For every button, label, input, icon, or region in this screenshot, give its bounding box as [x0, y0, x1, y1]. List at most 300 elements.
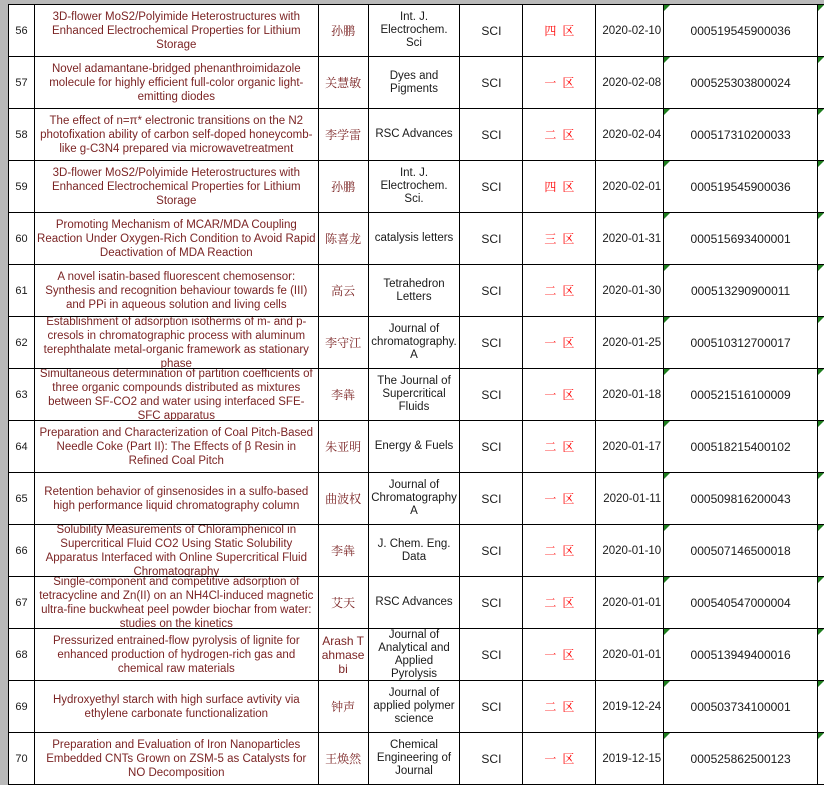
record-id-text: 000513949400016	[690, 647, 791, 662]
cell-author[interactable]	[319, 265, 369, 317]
record-id-text: 000540547000004	[690, 595, 791, 610]
cell-quartile[interactable]	[523, 629, 596, 681]
title-text: Preparation and Evaluation of Iron Nanoparticles Embedded CNTs Grown on ZSM-5 as Catalysts for NO Decomposition	[46, 738, 307, 779]
journal-text: Journal of applied polymer science	[373, 687, 455, 725]
cell-record-id[interactable]	[664, 5, 818, 57]
green-triangle-icon	[664, 161, 670, 167]
cell-journal[interactable]	[369, 57, 461, 109]
journal-text: catalysis letters	[374, 232, 454, 244]
cell-date[interactable]	[596, 525, 664, 577]
author-text: 曲波权	[325, 491, 362, 506]
date-text: 2020-01-25	[602, 336, 662, 349]
green-triangle-icon	[664, 681, 670, 687]
row-number-text: 56	[15, 24, 28, 37]
cell-next-column-clipped[interactable]	[818, 317, 824, 369]
title-text: 3D-flower MoS2/Polyimide Heterostructures with Enhanced Electrochemical Properties for Lithium Storage	[51, 166, 301, 207]
cell-database[interactable]	[460, 733, 523, 785]
cell-author[interactable]	[319, 629, 369, 681]
cell-record-id[interactable]	[664, 629, 818, 681]
title-text: Preparation and Characterization of Coal Pitch-Based Needle Coke (Part II): The Effects of β Resin in Refined Coal Pitch	[39, 426, 314, 467]
cell-title[interactable]	[35, 525, 319, 577]
cell-quartile[interactable]	[523, 369, 596, 421]
record-id-text: 000519545900036	[690, 23, 791, 38]
green-triangle-icon	[664, 473, 670, 479]
cell-date[interactable]	[596, 473, 664, 525]
cell-next-column-clipped[interactable]	[818, 5, 824, 57]
date-text: 2020-02-04	[602, 128, 662, 141]
database-text: SCI	[481, 23, 502, 38]
cell-row-number[interactable]	[9, 733, 35, 785]
cell-database[interactable]	[460, 57, 523, 109]
cell-quartile[interactable]	[523, 681, 596, 733]
cell-author[interactable]	[319, 5, 369, 57]
record-id-text: 000507146500018	[690, 543, 791, 558]
cell-author[interactable]	[319, 161, 369, 213]
cell-title[interactable]	[35, 473, 319, 525]
cell-database[interactable]	[460, 161, 523, 213]
cell-row-number[interactable]	[9, 525, 35, 577]
date-text: 2020-01-01	[602, 648, 662, 661]
quartile-text: 四区	[544, 24, 581, 38]
cell-row-number[interactable]	[9, 421, 35, 473]
cell-next-column-clipped[interactable]	[818, 109, 824, 161]
date-text: 2020-02-08	[602, 76, 662, 89]
cell-journal[interactable]	[369, 525, 461, 577]
journal-text: The Journal of Supercritical Fluids	[377, 375, 451, 413]
title-text: Simultaneous determination of partition coefficients of three organic compounds distributed as mixtures between SF-CO2 and water using interfaced SFE-SFC apparatus	[39, 369, 313, 421]
quartile-text: 三区	[544, 232, 581, 246]
date-text: 2020-01-11	[603, 492, 662, 505]
title-text: Solubility Measurements of Chloramphenicol in Supercritical Fluid CO2 Using Static Solubility Apparatus Interfaced with Online Supercritical Fluid Chromatography	[45, 525, 308, 577]
date-text: 2020-01-18	[602, 388, 662, 401]
database-text: SCI	[481, 439, 502, 454]
cell-quartile[interactable]	[523, 473, 596, 525]
cell-next-column-clipped[interactable]	[818, 577, 824, 629]
quartile-text: 四区	[544, 180, 581, 194]
database-text: SCI	[481, 335, 502, 350]
date-text: 2020-01-17	[602, 440, 662, 453]
cell-row-number[interactable]	[9, 681, 35, 733]
author-text: 陈喜龙	[325, 231, 362, 246]
cell-author[interactable]	[319, 317, 369, 369]
cell-author[interactable]	[319, 213, 369, 265]
row-number-text: 65	[15, 492, 28, 505]
table-row	[9, 629, 824, 681]
author-text: 王焕然	[325, 751, 362, 766]
cell-database[interactable]	[460, 629, 523, 681]
database-text: SCI	[481, 387, 502, 402]
cell-next-column-clipped[interactable]	[818, 369, 824, 421]
green-triangle-icon	[818, 161, 824, 167]
cell-title[interactable]	[35, 109, 319, 161]
cell-title[interactable]	[35, 317, 319, 369]
cell-database[interactable]	[460, 577, 523, 629]
quartile-text: 一区	[544, 336, 581, 350]
cell-date[interactable]	[596, 629, 664, 681]
table-row	[9, 317, 824, 369]
green-triangle-icon	[818, 525, 824, 531]
cell-date[interactable]	[596, 733, 664, 785]
cell-journal[interactable]	[369, 681, 461, 733]
cell-author[interactable]	[319, 57, 369, 109]
green-triangle-icon	[818, 369, 824, 375]
table-row	[9, 525, 824, 577]
database-text: SCI	[481, 751, 502, 766]
cell-quartile[interactable]	[523, 5, 596, 57]
table-row	[9, 369, 824, 421]
cell-journal[interactable]	[369, 733, 461, 785]
record-id-text: 000510312700017	[690, 335, 791, 350]
cell-record-id[interactable]	[664, 161, 818, 213]
cell-journal[interactable]	[369, 161, 461, 213]
journal-text: Journal of chromatography. A	[371, 323, 457, 361]
cell-record-id[interactable]	[664, 109, 818, 161]
cell-title[interactable]	[35, 681, 319, 733]
title-text: Hydroxyethyl starch with high surface avtivity via ethylene carbonate functionalization	[52, 693, 300, 720]
cell-record-id[interactable]	[664, 473, 818, 525]
cell-row-number[interactable]	[9, 213, 35, 265]
author-text: 李犇	[331, 543, 356, 558]
cell-quartile[interactable]	[523, 317, 596, 369]
database-text: SCI	[481, 595, 502, 610]
cell-row-number[interactable]	[9, 473, 35, 525]
cell-next-column-clipped[interactable]	[818, 421, 824, 473]
cell-date[interactable]	[596, 265, 664, 317]
green-triangle-icon	[818, 421, 824, 427]
row-number-text: 58	[15, 128, 28, 141]
cell-journal[interactable]	[369, 629, 461, 681]
cell-record-id[interactable]	[664, 369, 818, 421]
database-text: SCI	[481, 491, 502, 506]
cell-quartile[interactable]	[523, 109, 596, 161]
cell-row-number[interactable]	[9, 161, 35, 213]
table-row	[9, 473, 824, 525]
author-text: 孙鹏	[331, 23, 356, 38]
record-id-text: 000525303800024	[690, 75, 791, 90]
cell-title[interactable]	[35, 577, 319, 629]
database-text: SCI	[481, 127, 502, 142]
database-text: SCI	[481, 543, 502, 558]
cell-quartile[interactable]	[523, 525, 596, 577]
cell-database[interactable]	[460, 265, 523, 317]
row-number-text: 57	[15, 76, 28, 89]
table-row	[9, 109, 824, 161]
quartile-text: 一区	[544, 388, 581, 402]
cell-date[interactable]	[596, 317, 664, 369]
green-triangle-icon	[818, 317, 824, 323]
cell-next-column-clipped[interactable]	[818, 681, 824, 733]
record-id-text: 000517310200033	[690, 127, 791, 142]
cell-journal[interactable]	[369, 317, 461, 369]
cell-date[interactable]	[596, 161, 664, 213]
cell-row-number[interactable]	[9, 629, 35, 681]
quartile-text: 二区	[544, 700, 581, 714]
cell-journal[interactable]	[369, 473, 461, 525]
green-triangle-icon	[664, 525, 670, 531]
journal-text: Int. J. Electrochem. Sci.	[380, 167, 448, 205]
author-text: 李犇	[331, 387, 356, 402]
cell-journal[interactable]	[369, 213, 461, 265]
record-id-text: 000515693400001	[690, 231, 791, 246]
green-triangle-icon	[664, 109, 670, 115]
quartile-text: 二区	[544, 128, 581, 142]
cell-record-id[interactable]	[664, 57, 818, 109]
cell-database[interactable]	[460, 681, 523, 733]
cell-database[interactable]	[460, 421, 523, 473]
green-triangle-icon	[664, 369, 670, 375]
cell-next-column-clipped[interactable]	[818, 161, 824, 213]
green-triangle-icon	[818, 733, 824, 739]
title-text: Pressurized entrained-flow pyrolysis of lignite for enhanced production of hydrogen-rich gas and chemical raw materials	[52, 634, 300, 675]
cell-author[interactable]	[319, 473, 369, 525]
table-row	[9, 421, 824, 473]
journal-text: J. Chem. Eng. Data	[377, 537, 451, 563]
journal-text: RSC Advances	[375, 128, 453, 140]
green-triangle-icon	[818, 5, 824, 11]
cell-quartile[interactable]	[523, 161, 596, 213]
table-row	[9, 5, 824, 57]
cell-quartile[interactable]	[523, 265, 596, 317]
database-text: SCI	[481, 283, 502, 298]
record-id-text: 000509816200043	[690, 491, 791, 506]
cell-journal[interactable]	[369, 109, 461, 161]
green-triangle-icon	[818, 213, 824, 219]
cell-author[interactable]	[319, 525, 369, 577]
green-triangle-icon	[664, 629, 670, 635]
cell-row-number[interactable]	[9, 265, 35, 317]
green-triangle-icon	[818, 265, 824, 271]
cell-row-number[interactable]	[9, 577, 35, 629]
table-row	[9, 265, 824, 317]
cell-next-column-clipped[interactable]	[818, 265, 824, 317]
row-number-text: 63	[15, 388, 28, 401]
title-text: Single-component and competitive adsorption of tetracycline and Zn(II) on an NH4Cl-induced magnetic ultra-fine buckwheat peel powder biochar from water: studies on the kinetics	[39, 577, 314, 629]
cell-author[interactable]	[319, 369, 369, 421]
row-number-text: 62	[15, 336, 28, 349]
row-number-text: 67	[15, 596, 28, 609]
database-text: SCI	[481, 647, 502, 662]
cell-date[interactable]	[596, 5, 664, 57]
green-triangle-icon	[664, 421, 670, 427]
cell-database[interactable]	[460, 5, 523, 57]
record-id-text: 000525862500123	[690, 751, 791, 766]
green-triangle-icon	[664, 213, 670, 219]
title-text: Novel adamantane-bridged phenanthroimidazole molecule for highly efficient full-color organic light-emitting diodes	[49, 62, 304, 103]
cell-date[interactable]	[596, 369, 664, 421]
title-text: Establishment of adsorption isotherms of m- and p-cresols in chromatographic process with aluminum terephthalate metal-organic framework as stationary phase	[43, 317, 309, 369]
cell-title[interactable]	[35, 57, 319, 109]
cell-author[interactable]	[319, 421, 369, 473]
cell-quartile[interactable]	[523, 57, 596, 109]
cell-record-id[interactable]	[664, 213, 818, 265]
row-number-text: 64	[15, 440, 28, 453]
title-text: Promoting Mechanism of MCAR/MDA Coupling Reaction Under Oxygen-Rich Condition to Avoid Rapid Deactivation of MDA Reaction	[37, 218, 316, 259]
cell-database[interactable]	[460, 109, 523, 161]
record-id-text: 000513290900011	[691, 283, 791, 298]
cell-row-number[interactable]	[9, 109, 35, 161]
green-triangle-icon	[664, 577, 670, 583]
row-number-text: 70	[15, 752, 28, 765]
green-triangle-icon	[664, 733, 670, 739]
journal-text: RSC Advances	[375, 596, 453, 608]
cell-date[interactable]	[596, 109, 664, 161]
cell-title[interactable]	[35, 265, 319, 317]
green-triangle-icon	[818, 629, 824, 635]
database-text: SCI	[481, 699, 502, 714]
table-row	[9, 161, 824, 213]
author-text: 李学雷	[325, 127, 362, 142]
cell-record-id[interactable]	[664, 733, 818, 785]
date-text: 2020-01-30	[602, 284, 662, 297]
table-row	[9, 57, 824, 109]
cell-quartile[interactable]	[523, 213, 596, 265]
cell-title[interactable]	[35, 213, 319, 265]
cell-title[interactable]	[35, 5, 319, 57]
cell-record-id[interactable]	[664, 525, 818, 577]
cell-title[interactable]	[35, 161, 319, 213]
cell-record-id[interactable]	[664, 317, 818, 369]
cell-row-number[interactable]	[9, 57, 35, 109]
journal-text: Journal of Analytical and Applied Pyrolysis	[378, 629, 450, 680]
cell-date[interactable]	[596, 213, 664, 265]
record-id-text: 000518215400102	[690, 439, 791, 454]
green-triangle-icon	[818, 109, 824, 115]
cell-title[interactable]	[35, 421, 319, 473]
cell-author[interactable]	[319, 733, 369, 785]
cell-database[interactable]	[460, 473, 523, 525]
cell-database[interactable]	[460, 525, 523, 577]
cell-journal[interactable]	[369, 421, 461, 473]
cell-database[interactable]	[460, 317, 523, 369]
row-number-text: 68	[15, 648, 28, 661]
date-text: 2019-12-24	[602, 700, 662, 713]
green-triangle-icon	[664, 5, 670, 11]
green-triangle-icon	[818, 681, 824, 687]
title-text: The effect of n=π* electronic transitions on the N2 photofixation ability of carbon self-doped honeycomb-like g-C3N4 prepared via microwavetreatment	[40, 114, 313, 155]
cell-record-id[interactable]	[664, 577, 818, 629]
cell-date[interactable]	[596, 681, 664, 733]
date-text: 2020-01-31	[602, 232, 662, 245]
date-text: 2020-02-01	[602, 180, 662, 193]
record-id-text: 000519545900036	[690, 179, 791, 194]
table-row	[9, 213, 824, 265]
cell-database[interactable]	[460, 369, 523, 421]
cell-next-column-clipped[interactable]	[818, 473, 824, 525]
cell-quartile[interactable]	[523, 577, 596, 629]
cell-database[interactable]	[460, 213, 523, 265]
table-row	[9, 733, 824, 785]
quartile-text: 二区	[544, 544, 581, 558]
quartile-text: 一区	[544, 648, 581, 662]
cell-record-id[interactable]	[664, 421, 818, 473]
cell-quartile[interactable]	[523, 421, 596, 473]
title-text: A novel isatin-based fluorescent chemosensor: Synthesis and recognition behaviour towards fe (III) and PPi in aqueous solution and living cells	[45, 270, 308, 311]
quartile-text: 一区	[544, 752, 581, 766]
author-text: 钟声	[331, 699, 356, 714]
cell-next-column-clipped[interactable]	[818, 733, 824, 785]
cell-title[interactable]	[35, 733, 319, 785]
quartile-text: 二区	[544, 596, 581, 610]
cell-author[interactable]	[319, 681, 369, 733]
cell-journal[interactable]	[369, 5, 461, 57]
cell-author[interactable]	[319, 577, 369, 629]
cell-title[interactable]	[35, 369, 319, 421]
cell-row-number[interactable]	[9, 369, 35, 421]
green-triangle-icon	[818, 57, 824, 63]
title-text: 3D-flower MoS2/Polyimide Heterostructures with Enhanced Electrochemical Properties for Lithium Storage	[51, 10, 301, 51]
table-row	[9, 577, 824, 629]
quartile-text: 一区	[544, 492, 581, 506]
cell-next-column-clipped[interactable]	[818, 629, 824, 681]
author-text: 孙鹏	[331, 179, 356, 194]
cell-journal[interactable]	[369, 265, 461, 317]
database-text: SCI	[481, 231, 502, 246]
cell-date[interactable]	[596, 577, 664, 629]
record-id-text: 000521516100009	[690, 387, 791, 402]
journal-text: Chemical Engineering of Journal	[376, 739, 452, 777]
cell-journal[interactable]	[369, 577, 461, 629]
cell-next-column-clipped[interactable]	[818, 213, 824, 265]
cell-quartile[interactable]	[523, 733, 596, 785]
author-text: 高云	[331, 283, 356, 298]
author-text: 关慧敏	[325, 75, 362, 90]
cell-date[interactable]	[596, 57, 664, 109]
row-number-text: 61	[15, 284, 28, 297]
author-text: Arash Tahmasebi	[321, 633, 365, 676]
green-triangle-icon	[818, 473, 824, 479]
cell-journal[interactable]	[369, 369, 461, 421]
date-text: 2020-01-10	[602, 544, 662, 557]
title-text: Retention behavior of ginsenosides in a sulfo-based high performance liquid chromatography column	[44, 485, 309, 512]
green-triangle-icon	[664, 317, 670, 323]
quartile-text: 二区	[544, 440, 581, 454]
author-text: 艾天	[331, 595, 356, 610]
journal-text: Journal of Chromatography A	[371, 479, 457, 517]
table-row	[9, 681, 824, 733]
record-id-text: 000503734100001	[690, 699, 791, 714]
cell-record-id[interactable]	[664, 265, 818, 317]
row-number-text: 60	[15, 232, 28, 245]
green-triangle-icon	[664, 265, 670, 271]
green-triangle-icon	[818, 577, 824, 583]
cell-record-id[interactable]	[664, 681, 818, 733]
cell-author[interactable]	[319, 109, 369, 161]
cell-next-column-clipped[interactable]	[818, 525, 824, 577]
database-text: SCI	[481, 179, 502, 194]
date-text: 2019-12-15	[602, 752, 662, 765]
quartile-text: 一区	[544, 76, 581, 90]
cell-row-number[interactable]	[9, 5, 35, 57]
row-number-text: 59	[15, 180, 28, 193]
journal-text: Int. J. Electrochem. Sci	[380, 11, 448, 49]
author-text: 李守江	[325, 335, 362, 350]
date-text: 2020-01-01	[602, 596, 662, 609]
cell-row-number[interactable]	[9, 317, 35, 369]
database-text: SCI	[481, 75, 502, 90]
row-number-text: 69	[15, 700, 28, 713]
green-triangle-icon	[664, 57, 670, 63]
cell-date[interactable]	[596, 421, 664, 473]
quartile-text: 二区	[544, 284, 581, 298]
publications-table	[8, 4, 824, 785]
row-number-text: 66	[15, 544, 28, 557]
journal-text: Dyes and Pigments	[389, 69, 439, 95]
author-text: 朱亚明	[325, 439, 362, 454]
date-text: 2020-02-10	[602, 24, 662, 37]
cell-next-column-clipped[interactable]	[818, 57, 824, 109]
cell-title[interactable]	[35, 629, 319, 681]
journal-text: Energy & Fuels	[374, 440, 454, 452]
